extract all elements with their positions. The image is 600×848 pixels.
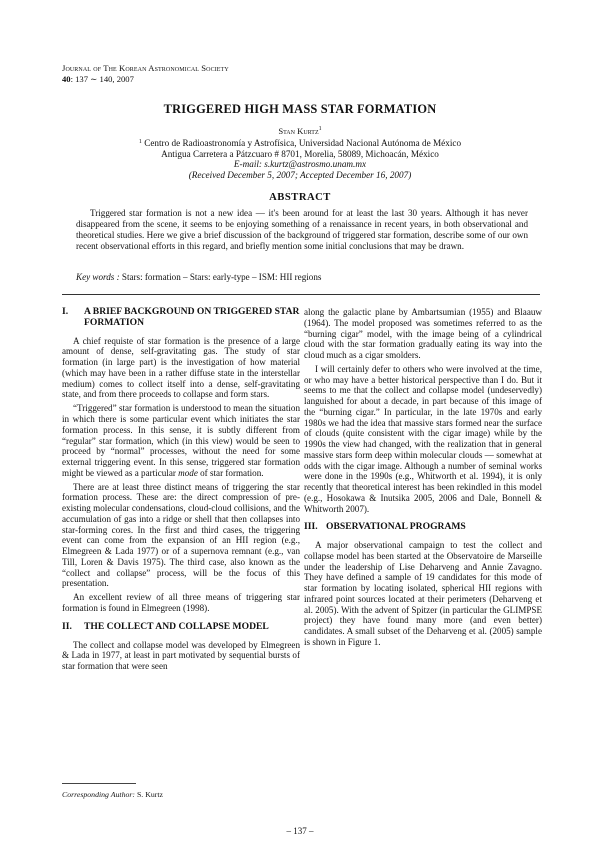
author-superscript: 1 — [318, 126, 322, 132]
abstract-divider — [62, 294, 540, 295]
paragraph-continued: along the galactic plane by Ambartsumian (1955) and Blaauw (1964). The model proposed was sometimes referred to as the “burning cigar” model, with the image being of a cylindrical cloud with the star formation gradually eating its way into the cloud much as a cigar smolders. — [304, 307, 542, 360]
paragraph: An excellent review of all three means of triggering star formation is found in Elmegreen (1998). — [62, 592, 300, 614]
footnote-name: S. Kurtz — [136, 790, 163, 799]
footnote-label: Corresponding Author: — [62, 790, 135, 799]
author-name: Stan Kurtz — [278, 126, 319, 137]
affiliation: Centro de Radioastronomía y Astrofísica, Universidad Nacional Autónoma de México — [144, 137, 462, 148]
right-column — [304, 307, 542, 651]
affiliation-superscript: 1 — [138, 138, 142, 145]
section-heading-1: I. A BRIEF BACKGROUND ON TRIGGERED STAR FORMATION — [62, 306, 300, 328]
paragraph: There are at least three distinct means of triggering the star formation process. These are: the direct compression of pre-existing molecular condensations, cloud-cloud collisions, and the accumulation of gas into a ridge or shell that then collapses into star-forming cores. In the first and third cases, the triggering event can come from the expansion of an HII region (e.g., Elmegreen & Lada 1977) or of a supernova remnant (e.g., van Till, Loren & Davis 1975). The third case, also known as the “collect and collapse” process, will be the focus of this presentation. — [62, 481, 300, 589]
journal-citation — [62, 74, 229, 85]
abstract-text: Triggered star formation is not a new idea — it's been around for at least the last 30 years. Although it has never disappeared from the scene, it seems to be enjoying something of a renaissance in recent years, in both observational and theoretical studies. Here we give a brief discussion of the background of triggered star formation, describe some of our own recent observational efforts in this regard, and briefly mention some initial conclusions that may be drawn. — [76, 208, 528, 252]
paper-title: TRIGGERED HIGH MASS STAR FORMATION — [163, 102, 437, 116]
journal-pages: : 137 ∼ 140, 2007 — [70, 73, 134, 84]
address: Antigua Carretera a Pátzcuaro # 8701, Morelia, 58089, Michoacán, México — [161, 148, 439, 159]
keywords-text: Stars: formation – Stars: early-type – ISM: HII regions — [121, 272, 322, 282]
paragraph: A major observational campaign to test the collect and collapse model has been started at the Observatoire de Marseille under the leadership of Lise Deharveng and Annie Zavagno. They have defined a sample of 19 candidates for this mode of star formation by locating isolated, spherical HII regions with infrared point sources located at their perimeters (Deharveng et al. 2005). With the advent of Spitzer (in particular the GLIMPSE project) they have found many more (and even better) candidates. A small subset of the Deharveng et al. (2005) sample is shown in Figure 1. — [304, 540, 542, 647]
left-column — [62, 307, 300, 675]
keywords-label: Key words : — [76, 272, 120, 282]
section-heading-2: II. THE COLLECT AND COLLAPSE MODEL — [62, 620, 269, 632]
email: E-mail: s.kurtz@astrosmo.unam.mx — [233, 159, 367, 170]
paragraph: I will certainly defer to others who were involved at the time, or who may have a better historical perspective than I do. But it seems to me that the collect and collapse model (undeservedly) languished for about a decade, in part because of this image of the “burning cigar.” In particular, in the late 1970s and early 1980s we had the idea that massive stars formed near the surface of clouds (quite consistent with the cigar image) while by the 1990s the view had changed, with the realization that in general massive stars form deep within molecular clouds — somewhat at odds with the cigar image. Although a number of seminal works were done in the 1990s (e.g., Whitworth et al. 1994), it is only recently that theoretical interest has been rekindled in this model (e.g., Hosokawa & Inutsika 2005, 2006 and Dale, Bonnell & Whitworth 2007). — [304, 363, 542, 514]
author-line — [60, 124, 540, 137]
journal-header — [62, 63, 229, 84]
journal-volume: 40 — [62, 73, 71, 84]
keywords — [76, 272, 528, 283]
front-matter — [60, 124, 540, 181]
journal-name: Journal of The Korean Astronomical Society — [62, 63, 229, 73]
abstract-heading: ABSTRACT — [269, 192, 331, 203]
affiliation-line — [60, 137, 540, 149]
paragraph: “Triggered” star formation is understood to mean the situation in which there is some particular event which initiates the star formation process. In this sense, it is subtly different from “regular” star formation, which (in this view) would be seen to proceed by “normal” processes, without the need for some external triggering event. In this sense, triggered star formation might be viewed as a particular mode of star formation. — [62, 403, 300, 478]
footnote — [62, 790, 163, 799]
page-number: – 137 – — [286, 826, 314, 836]
emphasis: mode — [178, 467, 198, 478]
footnote-divider — [62, 783, 136, 784]
paragraph: A chief requiste of star formation is the presence of a large amount of dense, self-gravitating gas. The study of star formation (in large part) is the investigation of how material (which may have been in a rather diffuse state in the interstellar medium) comes to collect itself into a dense, self-gravitating state, and from there proceeds to collapse and form stars. — [62, 335, 300, 400]
section-heading-3: III. OBSERVATIONAL PROGRAMS — [304, 521, 466, 533]
paragraph: The collect and collapse model was developed by Elmegreen & Lada in 1977, at least in part motivated by sequential bursts of star formation that were seen — [62, 639, 300, 672]
received-dates: (Received December 5, 2007; Accepted December 16, 2007) — [188, 170, 412, 181]
